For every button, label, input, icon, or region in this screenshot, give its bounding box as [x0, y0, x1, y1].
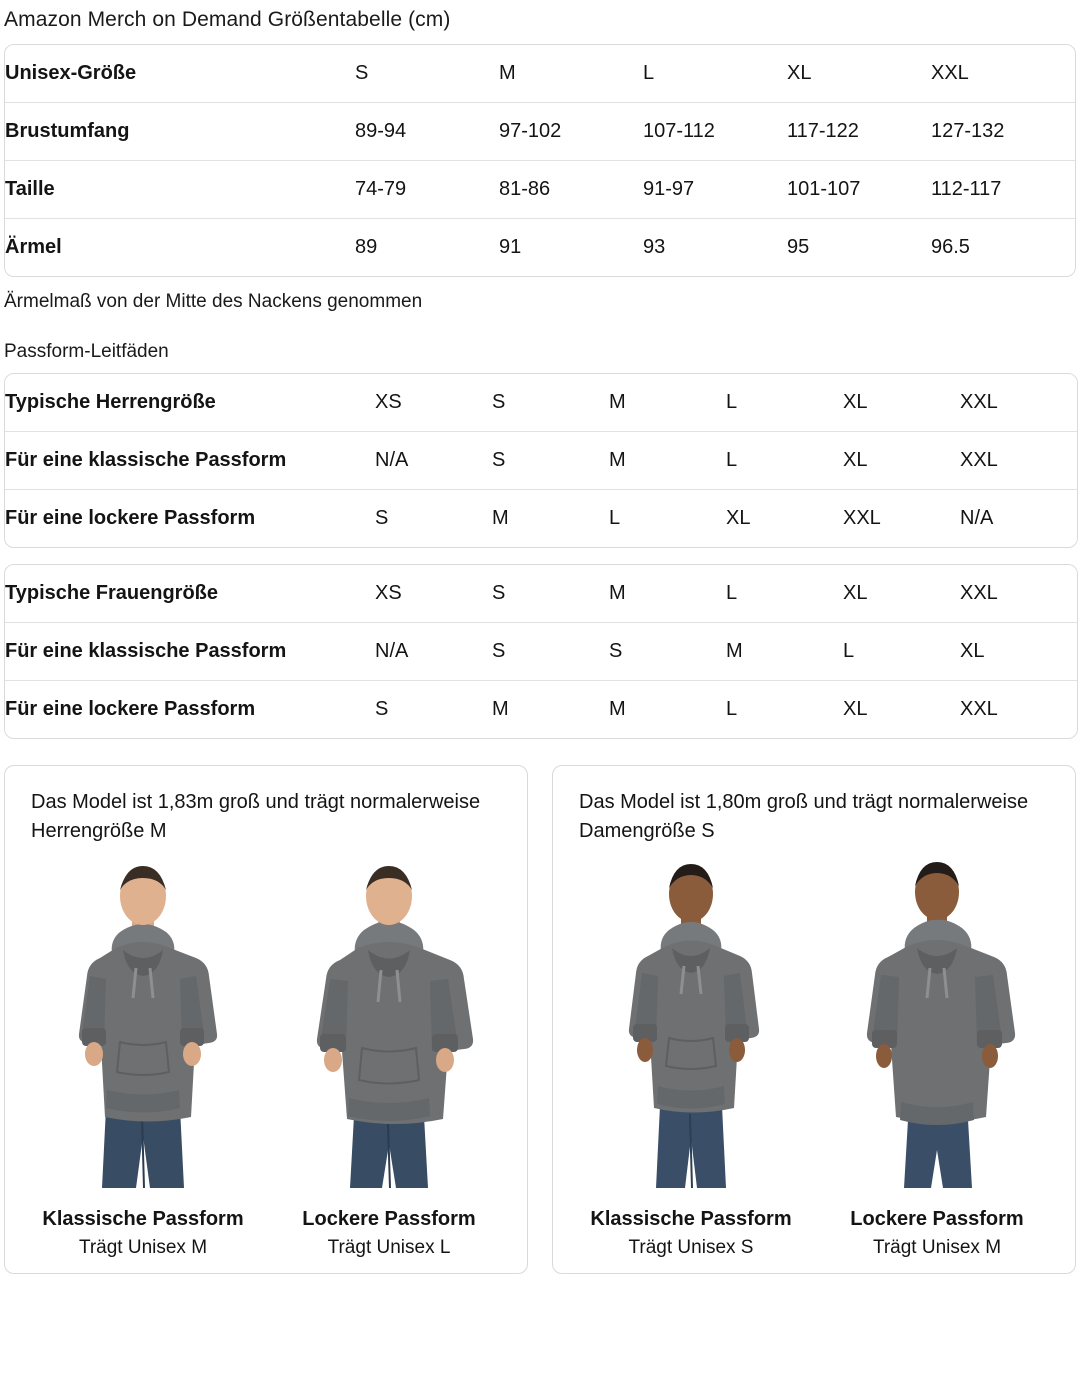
female-model-relaxed-fit-hoodie-image — [817, 858, 1057, 1198]
cell: L — [643, 45, 787, 103]
male-classic-fit-figure — [23, 858, 263, 1259]
cell: 91-97 — [643, 161, 787, 219]
cell: L — [609, 490, 726, 547]
cell: 107-112 — [643, 103, 787, 161]
cell: 95 — [787, 219, 931, 276]
cell: S — [492, 432, 609, 490]
cell: XXL — [960, 432, 1077, 490]
fit-caption: Lockere Passform — [850, 1208, 1024, 1230]
cell: S — [355, 45, 499, 103]
cell: L — [726, 681, 843, 738]
cell: L — [726, 432, 843, 490]
wears-caption: Trägt Unisex M — [78, 1237, 208, 1258]
fit-caption: Lockere Passform — [302, 1208, 476, 1230]
male-relaxed-fit-figure — [269, 858, 509, 1259]
male-model-relaxed-fit-hoodie-image — [269, 858, 509, 1198]
cell: M — [492, 681, 609, 738]
cell: 93 — [643, 219, 787, 276]
cell: XL — [843, 565, 960, 623]
cell: XXL — [931, 45, 1075, 103]
row-label: Typische Herrengröße — [5, 374, 375, 432]
table-row — [5, 565, 1077, 623]
cell: 96.5 — [931, 219, 1075, 276]
cell: S — [609, 623, 726, 681]
cell: XL — [843, 681, 960, 738]
cell: M — [492, 490, 609, 547]
cell: XXL — [960, 681, 1077, 738]
womens-fit-guide-table — [4, 564, 1078, 739]
row-label: Für eine klassische Passform — [5, 432, 375, 490]
female-model-description: Das Model ist 1,80m groß und trägt normalerweise Damengröße S — [579, 791, 1029, 842]
cell: 81-86 — [499, 161, 643, 219]
cell: M — [499, 45, 643, 103]
cell: XL — [787, 45, 931, 103]
cell: XL — [843, 432, 960, 490]
cell: 91 — [499, 219, 643, 276]
cell: XXL — [960, 565, 1077, 623]
cell: L — [843, 623, 960, 681]
cell: XL — [843, 374, 960, 432]
table-row — [5, 490, 1077, 547]
table-row — [5, 432, 1077, 490]
male-model-description: Das Model ist 1,83m groß und trägt normalerweise Herrengröße M — [31, 791, 481, 842]
cell: XS — [375, 374, 492, 432]
cell: L — [726, 565, 843, 623]
cell: XXL — [843, 490, 960, 547]
row-label: Brustumfang — [5, 103, 355, 161]
size-chart-table — [4, 44, 1076, 277]
male-model-classic-fit-hoodie-image — [23, 858, 263, 1198]
cell: M — [609, 374, 726, 432]
male-model-card — [4, 765, 528, 1274]
cell: L — [726, 374, 843, 432]
cell: N/A — [375, 432, 492, 490]
cell: S — [492, 565, 609, 623]
cell: 127-132 — [931, 103, 1075, 161]
row-label: Unisex-Größe — [5, 45, 355, 103]
cell: XL — [726, 490, 843, 547]
cell: 89-94 — [355, 103, 499, 161]
table-row — [5, 681, 1077, 738]
cell: 89 — [355, 219, 499, 276]
cell: M — [609, 681, 726, 738]
cell: M — [726, 623, 843, 681]
row-label: Für eine klassische Passform — [5, 623, 375, 681]
female-model-card — [552, 765, 1076, 1274]
wears-caption: Trägt Unisex M — [872, 1237, 1002, 1258]
cell: M — [609, 432, 726, 490]
female-model-classic-fit-hoodie-image — [571, 858, 811, 1198]
page-title: Amazon Merch on Demand Größentabelle (cm) — [4, 8, 451, 31]
cell: S — [492, 374, 609, 432]
female-classic-fit-figure — [571, 858, 811, 1259]
table-row — [5, 623, 1077, 681]
wears-caption: Trägt Unisex L — [327, 1237, 451, 1258]
fit-guides-label: Passform-Leitfäden — [4, 341, 169, 362]
fit-caption: Klassische Passform — [42, 1208, 244, 1230]
fit-caption: Klassische Passform — [590, 1208, 792, 1230]
table-row — [5, 45, 1075, 103]
row-label: Für eine lockere Passform — [5, 681, 375, 738]
cell: XL — [960, 623, 1077, 681]
cell: XXL — [960, 374, 1077, 432]
mens-fit-guide-table — [4, 373, 1078, 548]
row-label: Ärmel — [5, 219, 355, 276]
sleeve-measurement-note: Ärmelmaß von der Mitte des Nackens genommen — [4, 291, 423, 312]
row-label: Taille — [5, 161, 355, 219]
model-cards — [4, 765, 1076, 1274]
cell: S — [492, 623, 609, 681]
cell: S — [375, 490, 492, 547]
cell: XS — [375, 565, 492, 623]
cell: N/A — [960, 490, 1077, 547]
cell: 101-107 — [787, 161, 931, 219]
cell: M — [609, 565, 726, 623]
cell: 117-122 — [787, 103, 931, 161]
table-row — [5, 161, 1075, 219]
female-relaxed-fit-figure — [817, 858, 1057, 1259]
table-row — [5, 374, 1077, 432]
row-label: Typische Frauengröße — [5, 565, 375, 623]
table-row — [5, 219, 1075, 276]
cell: 112-117 — [931, 161, 1075, 219]
cell: S — [375, 681, 492, 738]
row-label: Für eine lockere Passform — [5, 490, 375, 547]
cell: N/A — [375, 623, 492, 681]
cell: 97-102 — [499, 103, 643, 161]
cell: 74-79 — [355, 161, 499, 219]
table-row — [5, 103, 1075, 161]
wears-caption: Trägt Unisex S — [628, 1237, 754, 1258]
